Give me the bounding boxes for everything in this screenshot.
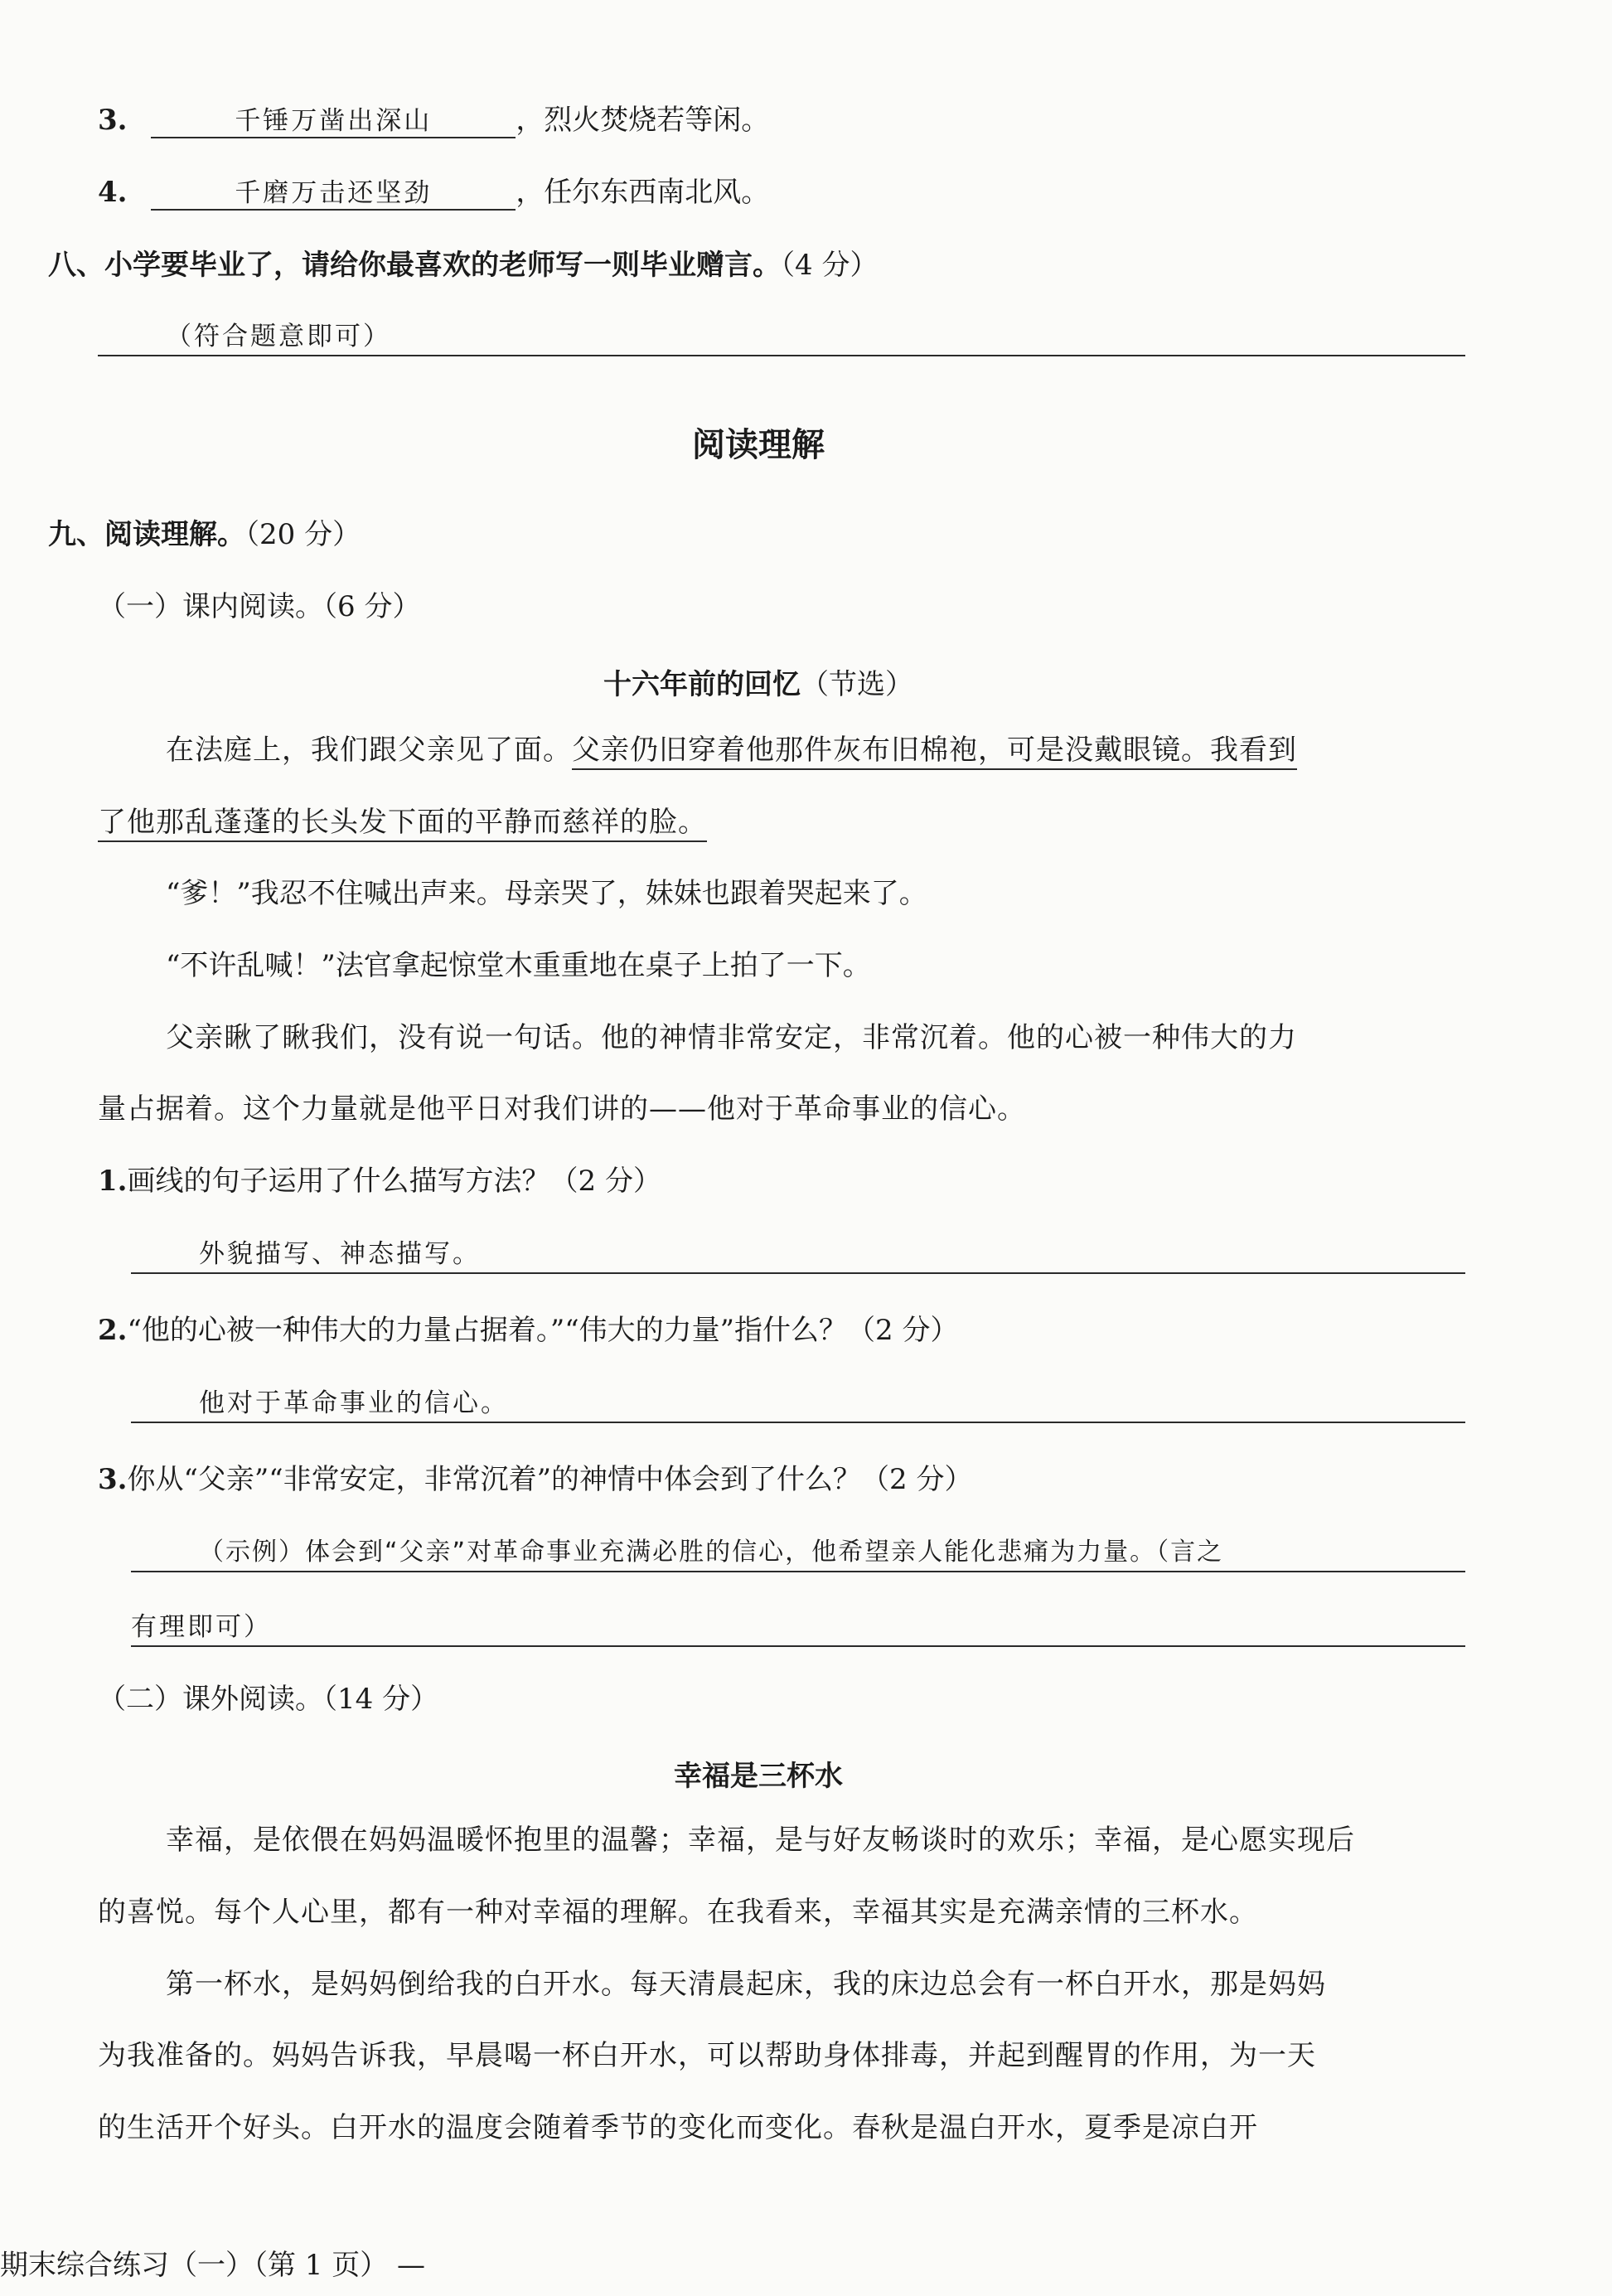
question-9-2 xyxy=(98,1314,958,1348)
question-8 xyxy=(48,249,878,283)
item-number: 2. xyxy=(98,1314,128,1347)
item-number: 1. xyxy=(98,1165,128,1198)
answer-9-2: 他对于革命事业的信心。 xyxy=(199,1388,509,1418)
verse-text: ，任尔东西南北风。 xyxy=(516,176,770,209)
passage-1-para-4: 父亲瞅了瞅我们，没有说一句话。他的神情非常安定，非常沉着。他的心被一种伟大的力 xyxy=(166,1021,1297,1054)
text-segment: 在法庭上，我们跟父亲见了面。 xyxy=(166,734,572,767)
passage-2-para-1-cont: 的喜悦。每个人心里，都有一种对幸福的理解。在我看来，幸福其实是充满亲情的三杯水。 xyxy=(98,1896,1258,1929)
question-title: 八、小学要毕业了，请给你最喜欢的老师写一则毕业赠言。 xyxy=(48,249,781,282)
part-1-label: （一）课内阅读。（6 分） xyxy=(98,590,421,623)
underlined-sentence: 了他那乱蓬蓬的长头发下面的平静而慈祥的脸。 xyxy=(98,806,707,842)
item-number: 4. xyxy=(98,176,128,209)
blank-answer: 千锤万凿出深山 xyxy=(151,106,516,138)
answer-line xyxy=(131,1272,1465,1274)
passage-2-para-2-cont-1: 为我准备的。妈妈告诉我，早晨喝一杯白开水，可以帮助身体排毒，并起到醒胃的作用，为一天 xyxy=(98,2039,1316,2072)
blank-answer: 千磨万击还坚劲 xyxy=(151,178,516,211)
passage-1-title xyxy=(0,661,1517,702)
answer-line xyxy=(98,355,1465,356)
passage-1-para-4-cont: 量占据着。这个力量就是他平日对我们讲的——他对于革命事业的信心。 xyxy=(98,1092,1026,1126)
fill-blank-3 xyxy=(98,104,769,138)
part-2-label: （二）课外阅读。（14 分） xyxy=(98,1683,439,1716)
passage-1-para-3: “不许乱喊！”法官拿起惊堂木重重地在桌子上拍了一下。 xyxy=(166,949,871,982)
question-score: （20 分） xyxy=(245,518,361,551)
item-number: 3. xyxy=(98,104,128,137)
question-9-1 xyxy=(98,1165,661,1199)
answer-line xyxy=(131,1422,1465,1423)
fill-blank-4 xyxy=(98,176,769,211)
item-number: 3. xyxy=(98,1463,128,1496)
question-9-3 xyxy=(98,1463,972,1497)
section-title: 阅读理解 xyxy=(692,426,825,464)
question-9 xyxy=(48,518,361,552)
answer-line xyxy=(131,1645,1465,1647)
question-text: “他的心被一种伟大的力量占据着。”“伟大的力量”指什么？（2 分） xyxy=(127,1314,959,1347)
answer-9-3: （示例）体会到“父亲”对革命事业充满必胜的信心，他希望亲人能化悲痛为力量。（言之 xyxy=(199,1538,1224,1567)
answer-8: （符合题意即可） xyxy=(166,322,391,351)
verse-text: ，烈火焚烧若等闲。 xyxy=(516,104,770,137)
passage-2-para-1: 幸福，是依偎在妈妈温暖怀抱里的温馨；幸福，是与好友畅谈时的欢乐；幸福，是心愿实现后 xyxy=(166,1824,1355,1857)
passage-1-para-2: “爹！”我忍不住喊出声来。母亲哭了，妹妹也跟着哭起来了。 xyxy=(166,877,927,910)
passage-1-para-1 xyxy=(166,734,1297,768)
answer-9-1: 外貌描写、神态描写。 xyxy=(199,1239,481,1269)
passage-title-note: （节选） xyxy=(801,668,913,701)
passage-2-title: 幸福是三杯水 xyxy=(674,1760,843,1793)
question-title: 九、阅读理解。 xyxy=(48,518,245,551)
page-footer: 期末综合练习（一）（第 1 页） — xyxy=(0,2249,426,2282)
question-text: 你从“父亲”“非常安定，非常沉着”的神情中体会到了什么？（2 分） xyxy=(127,1463,973,1496)
answer-line xyxy=(131,1571,1465,1572)
underlined-sentence: 父亲仍旧穿着他那件灰布旧棉袍，可是没戴眼镜。我看到 xyxy=(572,734,1297,770)
passage-1-para-1-cont xyxy=(98,806,707,840)
answer-9-3-cont: 有理即可） xyxy=(131,1612,272,1642)
passage-2-para-2: 第一杯水，是妈妈倒给我的白开水。每天清晨起床，我的床边总会有一杯白开水，那是妈妈 xyxy=(166,1968,1326,2001)
question-score: （4 分） xyxy=(781,249,879,282)
passage-title-text: 十六年前的回忆 xyxy=(603,668,801,701)
passage-2-para-2-cont-2: 的生活开个好头。白开水的温度会随着季节的变化而变化。春秋是温白开水，夏季是凉白开 xyxy=(98,2111,1258,2144)
question-text: 画线的句子运用了什么描写方法？（2 分） xyxy=(127,1165,661,1198)
